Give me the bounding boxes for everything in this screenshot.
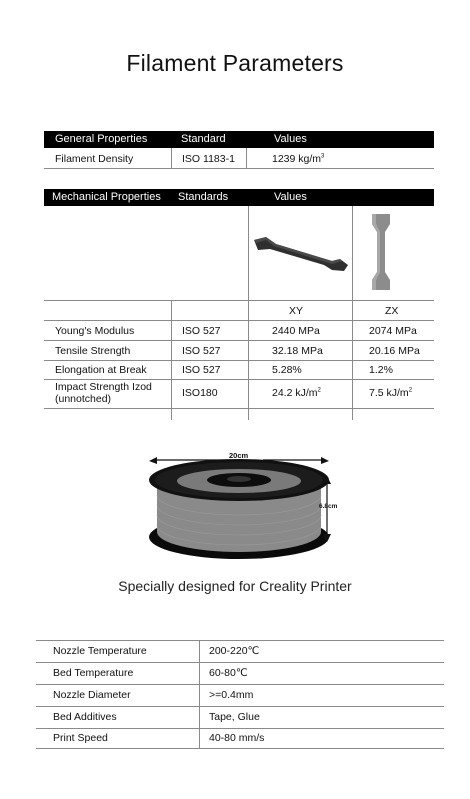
print-row	[36, 707, 444, 729]
xy-label: XY	[289, 305, 304, 317]
mechanical-table-header	[44, 189, 434, 206]
divider	[246, 148, 247, 168]
divider	[44, 340, 434, 341]
general-header-standard: Standard	[181, 133, 226, 145]
divider	[248, 206, 249, 420]
impact-strength-xy: 24.2 $kJ/m^2$	[272, 387, 321, 399]
bed-temperature-value: 60-80℃	[209, 667, 248, 679]
impact-strength-label: Impact Strength Izod (unnotched)	[55, 381, 152, 405]
elongation-label: Elongation at Break	[55, 364, 147, 376]
print-row	[36, 685, 444, 707]
print-row	[36, 663, 444, 685]
spool-height-label: 6.8cm	[319, 503, 338, 510]
youngs-modulus-zx: 2074 MPa	[369, 325, 417, 337]
divider	[36, 748, 444, 749]
divider	[44, 168, 434, 169]
bed-temperature-label: Bed Temperature	[53, 667, 134, 679]
divider	[171, 148, 172, 168]
nozzle-temperature-value: 200-220℃	[209, 645, 260, 657]
elongation-xy: 5.28%	[272, 364, 302, 376]
xy-specimen-image	[252, 233, 350, 273]
divider	[44, 360, 434, 361]
youngs-modulus-xy: 2440 MPa	[272, 325, 320, 337]
nozzle-diameter-label: Nozzle Diameter	[53, 689, 131, 701]
elongation-zx: 1.2%	[369, 364, 393, 376]
elongation-standard: ISO 527	[182, 364, 221, 376]
mechanical-header-standards: Standards	[178, 191, 229, 203]
print-speed-value: 40-80 mm/s	[209, 732, 265, 744]
print-row	[36, 728, 444, 750]
youngs-modulus-standard: ISO 527	[182, 325, 221, 337]
bed-additives-value: Tape, Glue	[209, 711, 260, 723]
tensile-strength-label: Tensile Strength	[55, 345, 131, 357]
bed-additives-label: Bed Additives	[53, 711, 117, 723]
tensile-strength-zx: 20.16 MPa	[369, 345, 420, 357]
impact-strength-standard: ISO180	[182, 387, 218, 399]
density-value: 1239 $kg/m^3$	[272, 153, 325, 165]
density-label: Filament Density	[55, 153, 134, 165]
nozzle-diameter-value: >=0.4mm	[209, 689, 254, 701]
divider	[352, 206, 353, 420]
general-header-values: Values	[274, 133, 307, 145]
general-table-header	[44, 131, 434, 148]
nozzle-temperature-label: Nozzle Temperature	[53, 645, 147, 657]
divider	[44, 379, 434, 380]
print-row	[36, 641, 444, 663]
general-header-properties: General Properties	[55, 133, 148, 145]
youngs-modulus-label: Young's Modulus	[55, 325, 135, 337]
divider	[44, 408, 434, 409]
tensile-strength-standard: ISO 527	[182, 345, 221, 357]
impact-strength-zx: 7.5 $kJ/m^2$	[369, 387, 413, 399]
zx-label: ZX	[385, 305, 399, 317]
tensile-strength-xy: 32.18 MPa	[272, 345, 323, 357]
mechanical-header-values: Values	[274, 191, 307, 203]
print-speed-label: Print Speed	[53, 732, 108, 744]
zx-specimen-image	[366, 212, 396, 292]
spool-width-label: 20cm	[229, 451, 249, 460]
page-title: Filament Parameters	[126, 50, 344, 76]
density-standard: ISO 1183-1	[182, 153, 235, 165]
divider	[44, 320, 434, 321]
slogan: Specially designed for Creality Printer	[118, 578, 352, 594]
mechanical-header-properties: Mechanical Properties	[52, 191, 161, 203]
divider	[44, 300, 434, 301]
